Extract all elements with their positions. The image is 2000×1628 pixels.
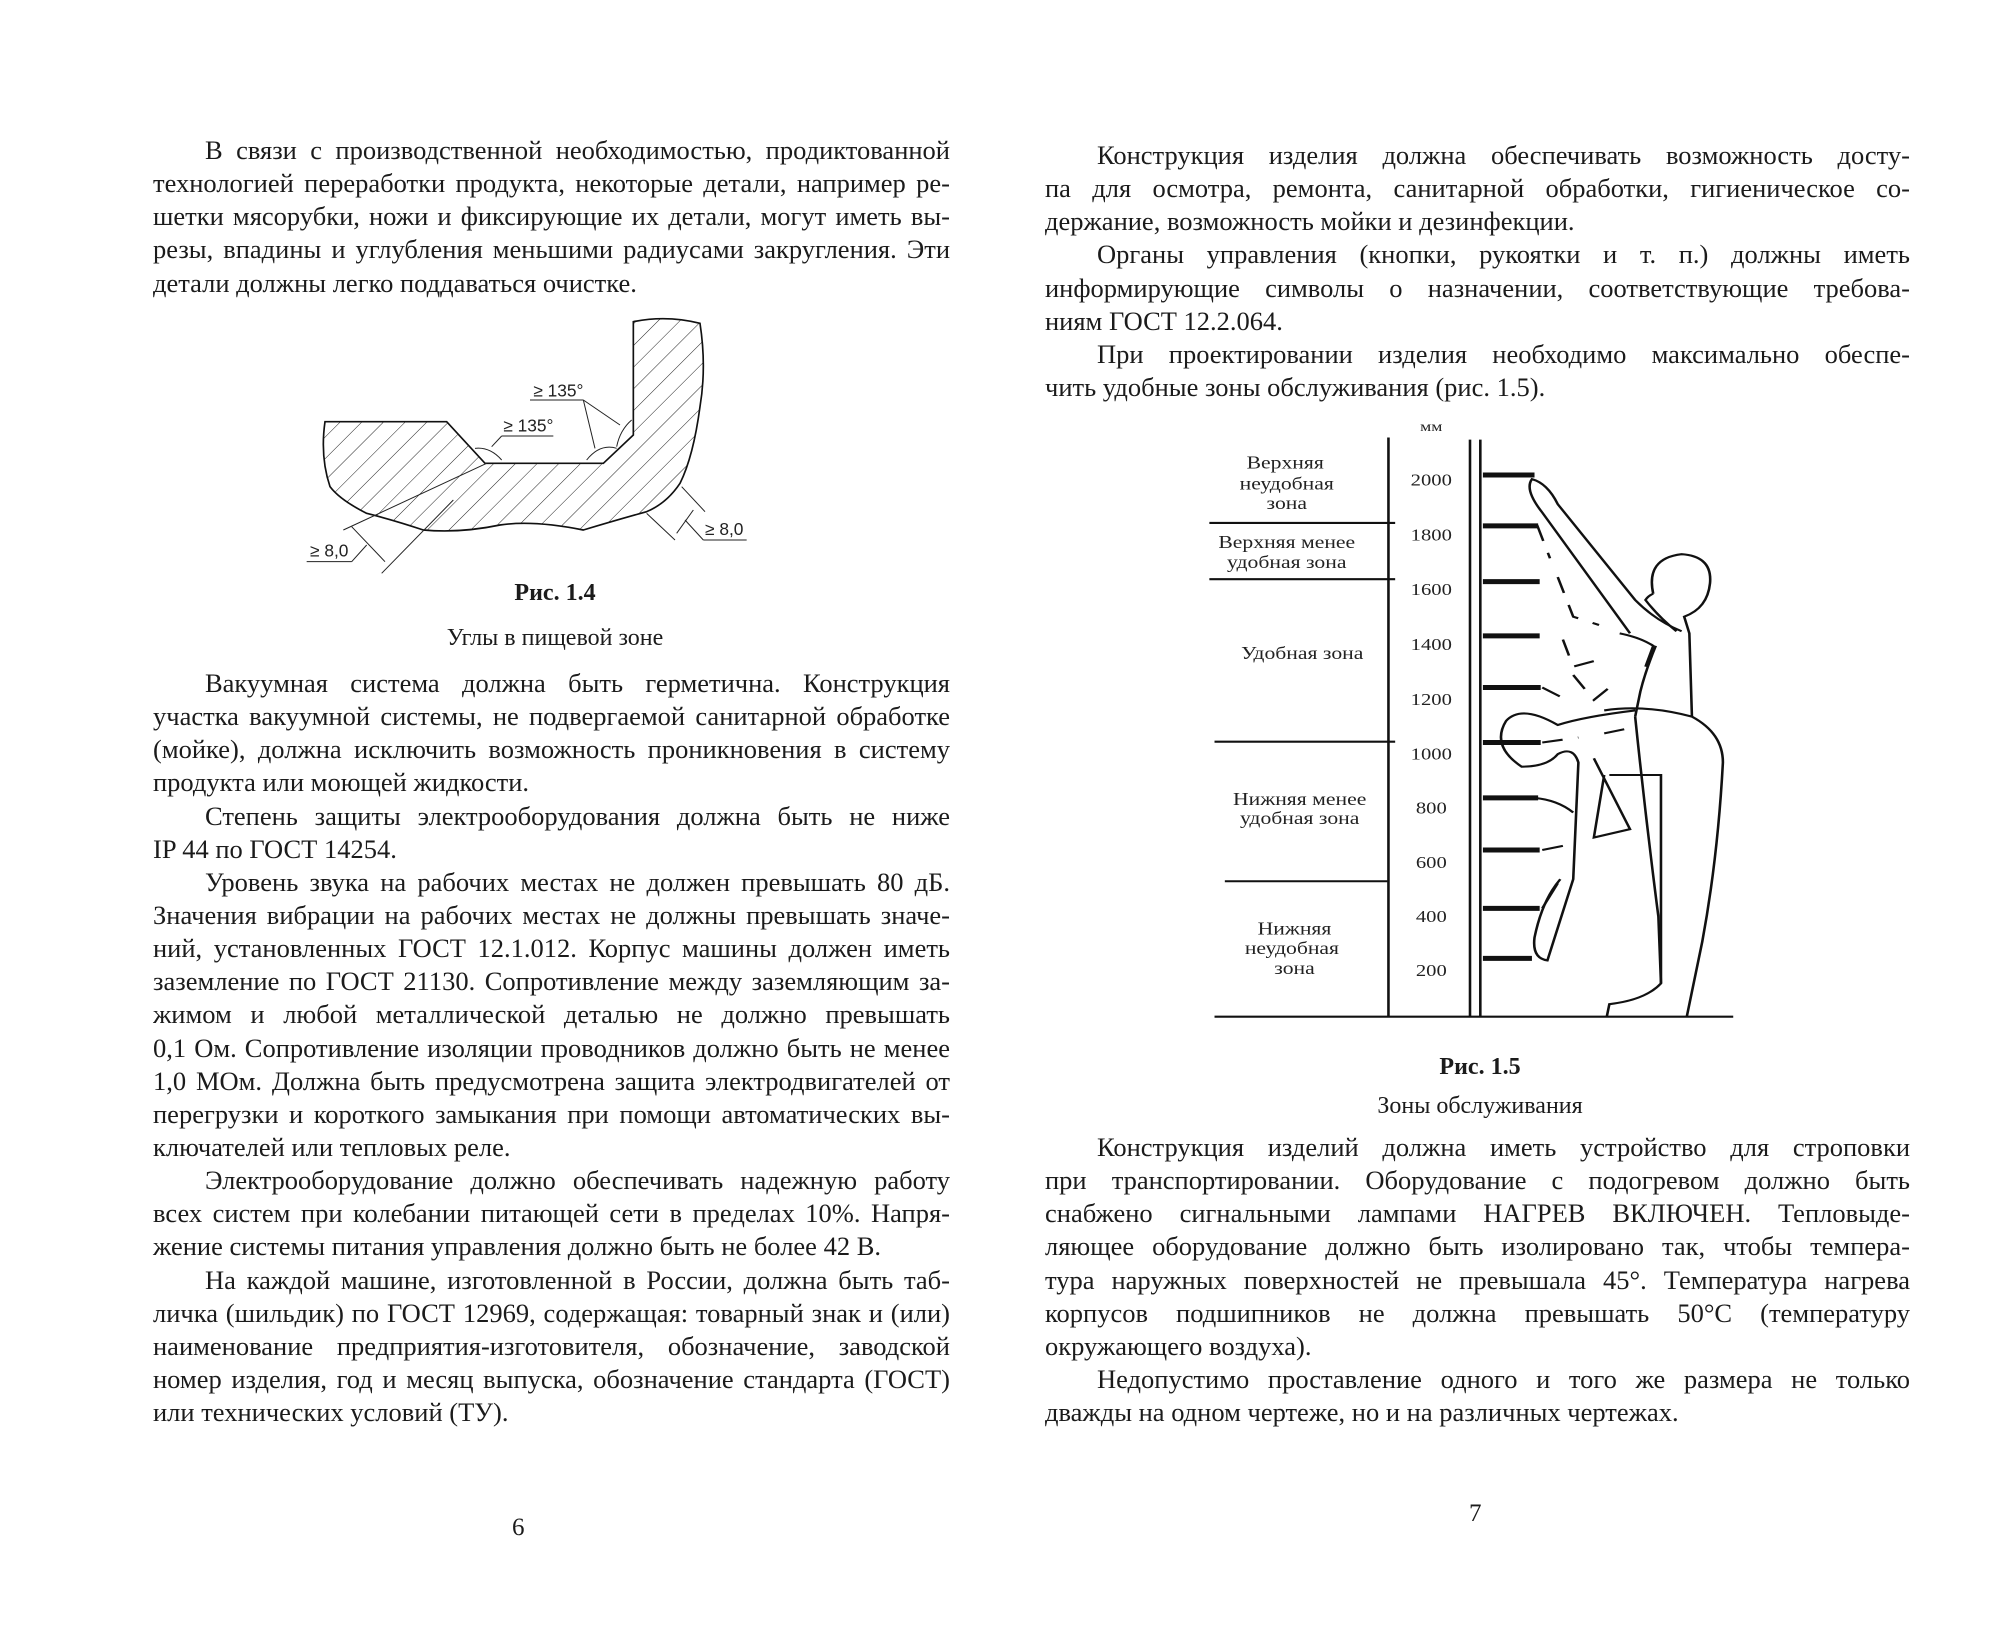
text-line: 1,0 МОм. Должна быть предусмотрена защита электродвигателей от [153,1065,950,1096]
zone-label: Верхняя [1246,453,1324,474]
text-line: Органы управления (кнопки, рукоятки и т. п.) должны иметь [1097,239,1910,270]
text-line: или технических условий (ТУ). [153,1397,509,1428]
text-line: Вакуумная система должна быть герметична. Конструкция [205,668,950,698]
zone-label: Нижняя менее [1233,789,1367,810]
text-line: участка вакуумной системы, не подвергаемой санитарной обработке [153,701,950,732]
figure-1-5-caption: Зоны обслуживания [1377,1093,1583,1119]
tick-label: 1200 [1410,690,1452,710]
tick-label: 1400 [1410,635,1452,655]
zone-label: удобная зона [1239,809,1360,829]
text-line: всех систем при колебании питающей сети в пределах 10%. Напря- [153,1198,950,1229]
text-line: Конструкция изделия должна обеспечивать возможность досту- [1097,140,1910,170]
figure-1-5-label: Рис. 1.5 [1439,1054,1521,1080]
zone-label: неудобная [1244,939,1340,959]
text-line: ключателей или тепловых реле. [153,1131,511,1162]
page-number-left: 6 [512,1514,525,1541]
text-line: па для осмотра, ремонта, санитарной обработки, гигиеническое со- [1045,173,1910,204]
tick-label: 400 [1415,907,1447,927]
text-line: Значения вибрации на рабочих местах не должны превышать значе- [153,899,950,930]
right-paragraph-1 [1045,139,1910,404]
text-line: номер изделия, год и месяц выпуска, обозначение стандарта (ГОСТ) [153,1363,950,1394]
text-line: заземление по ГОСТ 21130. Сопротивление между заземляющим за- [153,966,950,997]
text-line: шетки мясорубки, ножи и фиксирующие их детали, могут иметь вы- [153,201,950,232]
height-ticks [1411,471,1452,980]
tick-label: 1000 [1410,745,1452,765]
text-line: личка (шильдик) по ГОСТ 12969, содержащая: товарный знак и (или) [153,1297,950,1328]
text-line: держание, возможность мойки и дезинфекции. [1045,206,1575,237]
text-line: резы, впадины и углубления меньшими радиусами закругления. Эти [153,234,950,265]
text-line: наименование предприятия-изготовителя, обозначение, заводской [153,1330,950,1361]
zone-label: неудобная [1239,474,1334,495]
text-line: (мойке), должна исключить возможность проникновения в систему [153,734,950,765]
angle-annotation: ≥ 135° [503,415,554,436]
left-body-text [153,667,950,1429]
text-line: информирующие символы о назначении, соответствующие требова- [1045,272,1910,303]
text-line: Уровень звука на рабочих местах не должен превышать 80 дБ. [205,866,950,897]
angle-annotation: ≥ 135° [533,380,584,401]
text-line: окружающего воздуха). [1045,1330,1312,1361]
zone-labels [1218,454,1366,979]
text-line: корпусов подшипников не должна превышать 50°C (температуру [1045,1297,1910,1328]
text-line: В связи с производственной необходимостью, продиктованной [205,135,950,165]
text-line: ний, установленных ГОСТ 12.1.012. Корпус машины должен иметь [153,933,950,964]
text-line: перегрузки и короткого замыкания при помощи автоматических вы- [153,1098,950,1129]
human-figure [1501,479,1723,1017]
radius-annotation: ≥ 8,0 [705,519,744,539]
text-line: жение системы питания управления должно быть не более 42 В. [153,1231,881,1262]
figure-1-5-service-zones [1150,400,1950,1050]
text-line: IP 44 по ГОСТ 14254. [153,833,397,864]
text-line: тура наружных поверхностей не превышала 45°. Температура нагрева [1045,1264,1910,1295]
zone-label: зона [1274,959,1315,979]
text-line: На каждой машине, изготовленной в России, должна быть таб- [205,1264,950,1295]
text-line: чить удобные зоны обслуживания (рис. 1.5). [1045,371,1546,402]
text-line: Степень защиты электрооборудования должна быть не ниже [205,800,950,831]
figure-1-4-label: Рис. 1.4 [514,580,596,606]
radius-annotation: ≥ 8,0 [310,540,349,561]
tick-label: 600 [1415,853,1447,873]
tick-label: 1800 [1410,526,1452,545]
tick-label: 200 [1415,962,1447,981]
text-line: При проектировании изделия необходимо максимально обеспе- [1097,338,1910,369]
unit-label: мм [1420,419,1443,435]
text-line: ниям ГОСТ 12.2.064. [1045,305,1283,336]
text-line: Электрооборудование должно обеспечивать надежную работу [205,1165,950,1196]
text-line: дважды на одном чертеже, но и на различных чертежах. [1045,1397,1679,1428]
zone-label: Верхняя менее [1218,532,1356,553]
text-line: продукта или моющей жидкости. [153,767,530,798]
zone-label: зона [1266,494,1308,514]
text-line: при транспортировании. Оборудование с подогревом должно быть [1045,1165,1910,1196]
text-line: 0,1 Ом. Сопротивление изоляции проводников должно быть не менее [153,1032,950,1063]
tick-label: 800 [1415,799,1447,819]
text-line: детали должны легко поддаваться очистке. [153,267,637,298]
zone-label: Нижняя [1257,919,1332,940]
tick-label: 1600 [1410,580,1452,600]
text-line: Недопустимо проставление одного и того же размера не только [1097,1363,1910,1394]
page-number-right: 7 [1469,1500,1482,1527]
left-paragraph-1 [153,134,950,300]
zone-label: Удобная зона [1241,644,1364,664]
figure-1-4-caption: Углы в пищевой зоне [446,625,664,651]
text-line: Конструкция изделий должна иметь устройство для строповки [1097,1132,1910,1162]
text-line: ляющее оборудование должно быть изолировано так, чтобы темпера- [1045,1231,1910,1262]
text-line: снабжено сигнальными лампами НАГРЕВ ВКЛЮЧЕН. Тепловыде- [1045,1198,1910,1229]
tick-label: 2000 [1410,471,1452,490]
right-body-text [1045,1131,1910,1429]
text-line: жимом и любой металлической деталью не должно превышать [153,999,950,1030]
zone-label: удобная зона [1227,552,1347,573]
text-line: технологией переработки продукта, некоторые детали, например ре- [153,168,950,199]
